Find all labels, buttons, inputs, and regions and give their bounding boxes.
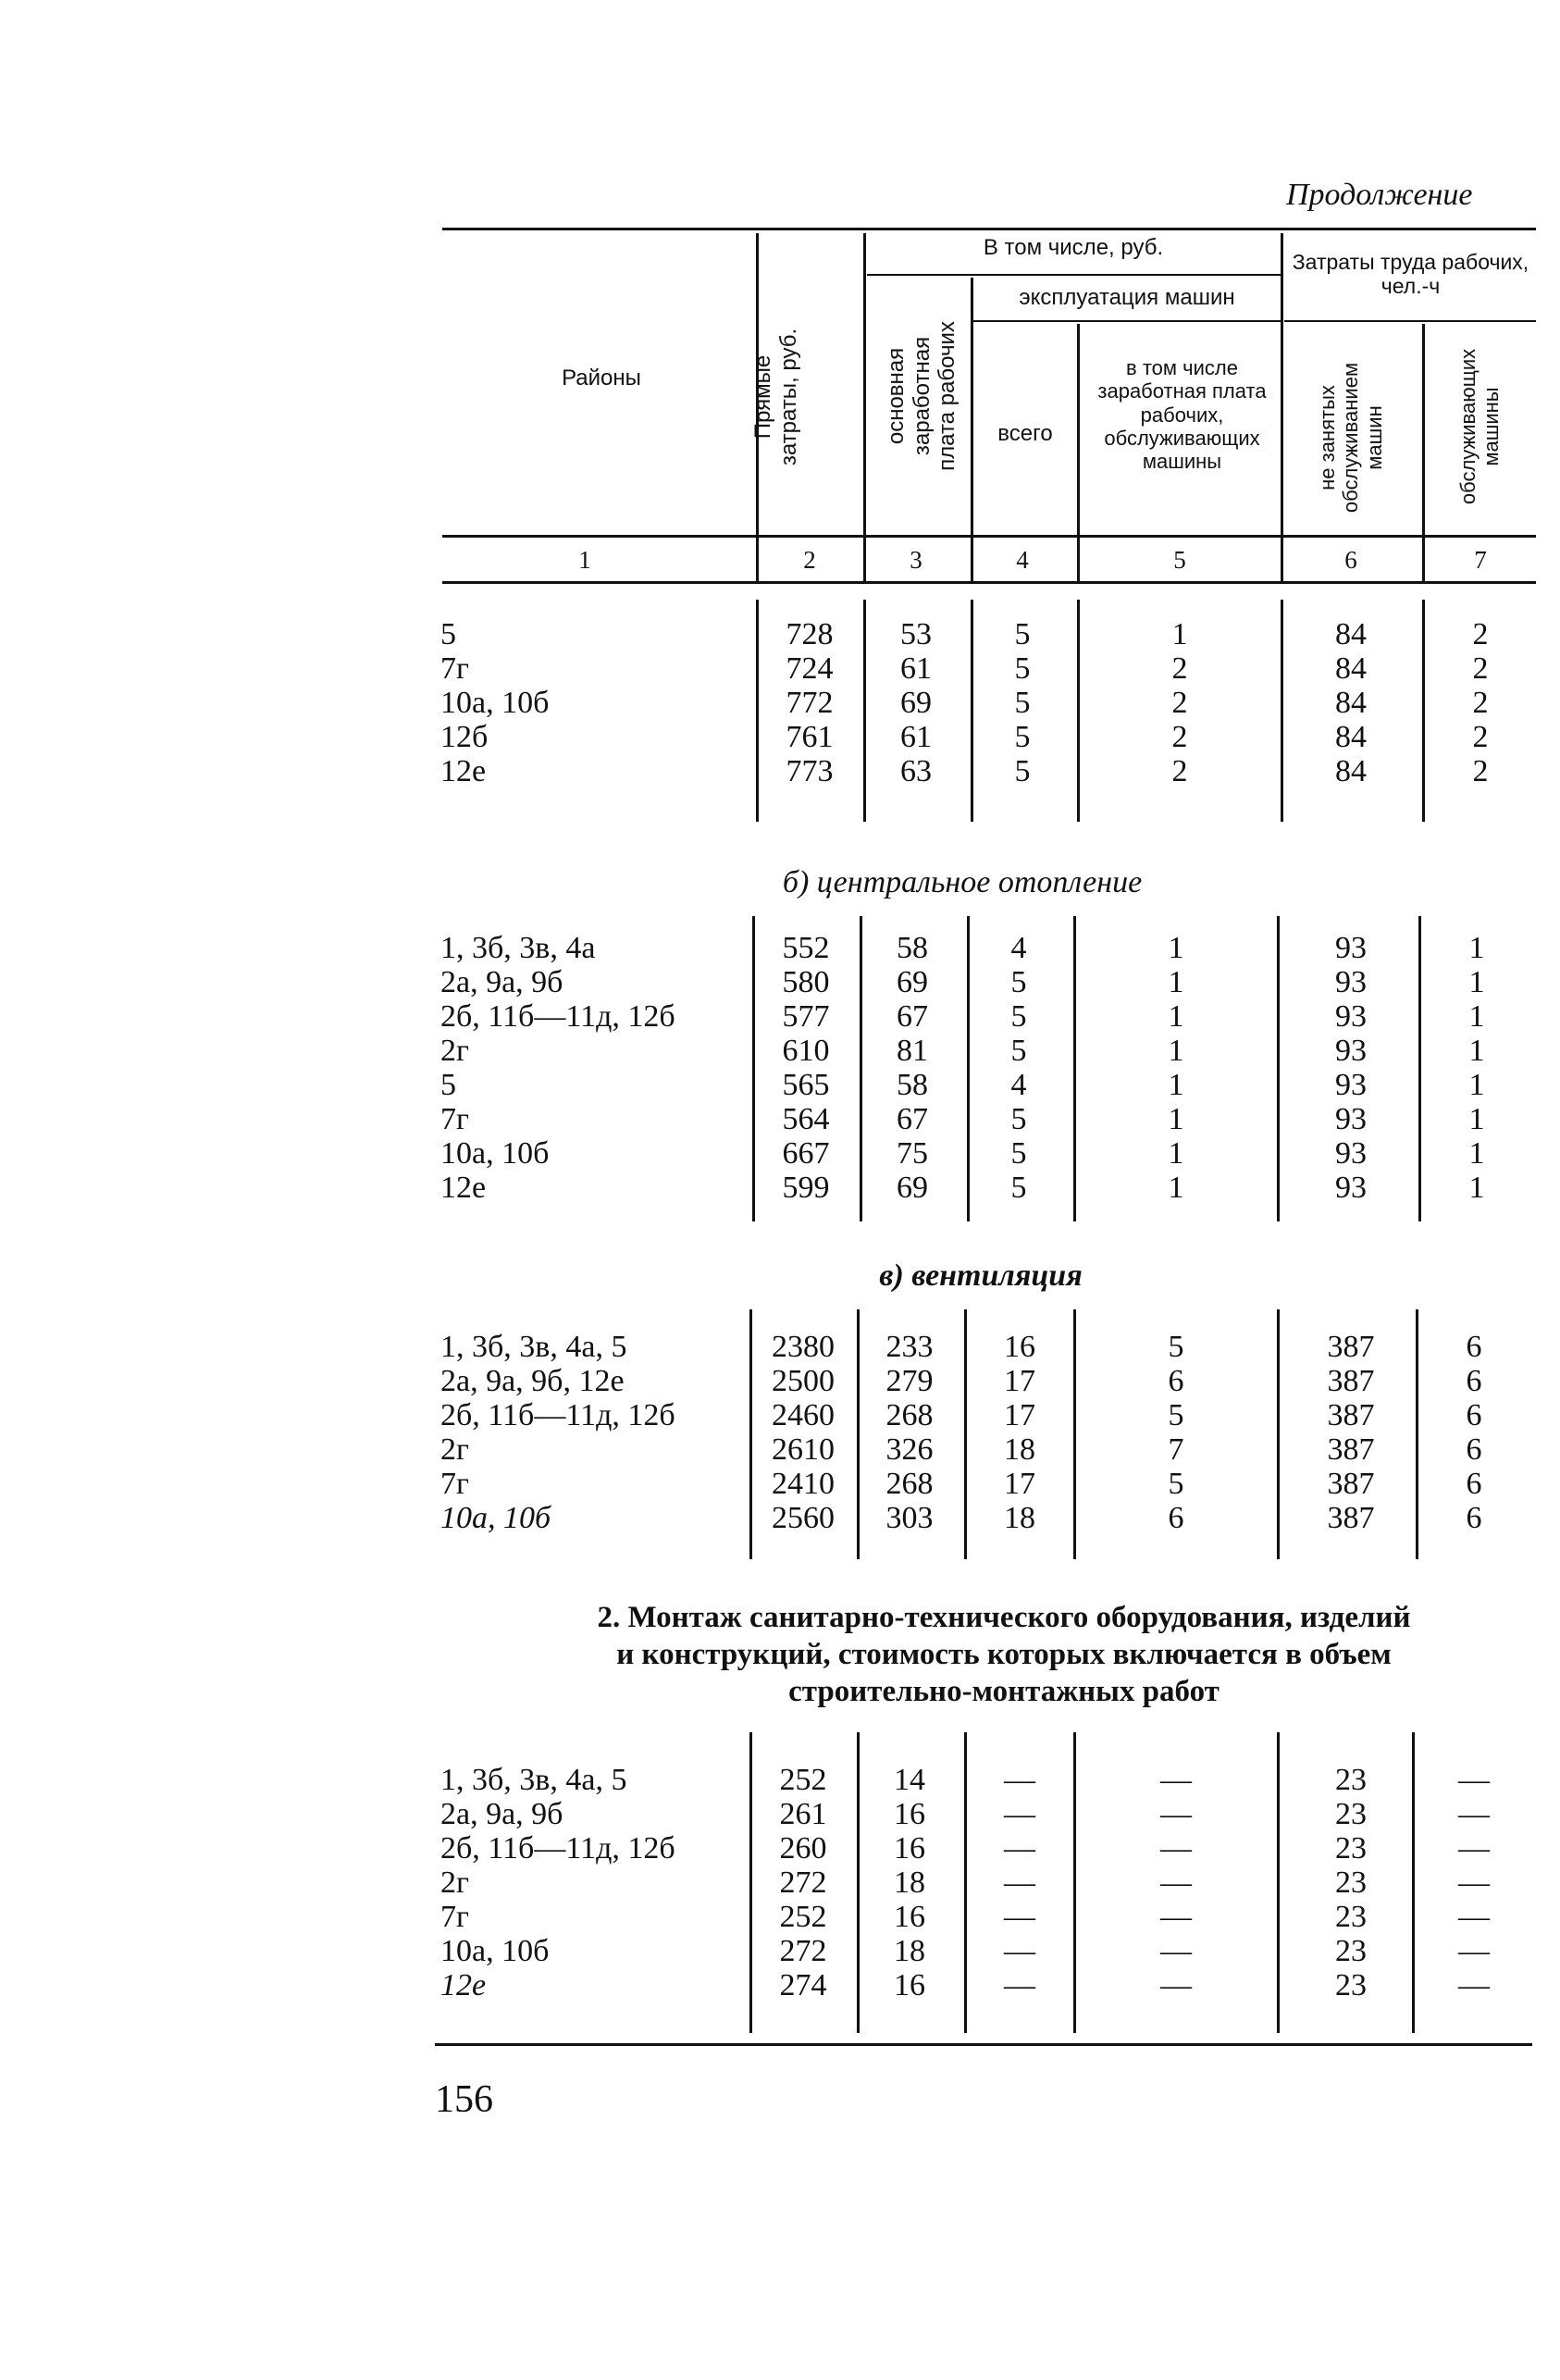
header-machine-servicing: обслуживающих машины	[1456, 348, 1504, 505]
colnum-2: 2	[803, 546, 816, 574]
cell: 84	[1335, 651, 1367, 686]
table-row	[0, 1136, 1560, 1171]
cell: 387	[1327, 1467, 1375, 1501]
region-cell: 2б, 11б—11д, 12б	[440, 999, 675, 1034]
cell: 387	[1327, 1432, 1375, 1467]
table-row	[0, 1068, 1560, 1102]
cell: —	[1004, 1831, 1035, 1866]
cell: 5	[1168, 1398, 1184, 1432]
region-cell: 10а, 10б	[440, 1501, 551, 1535]
cell: 2	[1472, 686, 1489, 720]
cell: 1	[1168, 1136, 1184, 1171]
cell: 580	[782, 965, 830, 999]
cell: —	[1458, 1866, 1490, 1900]
cell: 23	[1335, 1763, 1367, 1797]
cell: 5	[1168, 1467, 1184, 1501]
table-row	[0, 1330, 1560, 1364]
cell: 279	[885, 1364, 934, 1398]
table-row	[0, 1831, 1560, 1866]
region-cell: 7г	[440, 1900, 469, 1934]
cell: 2410	[772, 1467, 835, 1501]
cell: —	[1004, 1763, 1035, 1797]
cell: 564	[782, 1102, 830, 1136]
cell: 93	[1335, 1034, 1367, 1068]
cell: 17	[1004, 1467, 1035, 1501]
table-row	[0, 931, 1560, 965]
cell: 5	[1168, 1330, 1184, 1364]
cell: 387	[1327, 1330, 1375, 1364]
cell: 272	[779, 1934, 827, 1968]
region-cell: 12е	[440, 754, 487, 788]
cell: 6	[1466, 1432, 1482, 1467]
rule-under-machines	[973, 320, 1281, 322]
region-cell: 2г	[440, 1432, 469, 1467]
cell: 252	[779, 1763, 827, 1797]
hdr-vline-5	[1281, 233, 1283, 581]
region-cell: 7г	[440, 651, 469, 686]
colnum-5: 5	[1173, 546, 1186, 574]
cell: 233	[885, 1330, 934, 1364]
region-cell: 2а, 9а, 9б	[440, 1797, 563, 1831]
cell: 552	[782, 931, 830, 965]
cell: —	[1458, 1934, 1490, 1968]
section-2-title-line2: и конструкций, стоимость которых включается в объем	[616, 1638, 1392, 1671]
cell: 1	[1168, 999, 1184, 1034]
cell: 81	[897, 1034, 928, 1068]
cell: 1	[1468, 1171, 1485, 1205]
cell: 93	[1335, 1068, 1367, 1102]
cell: 728	[786, 617, 834, 651]
region-cell: 1, 3б, 3в, 4а, 5	[440, 1763, 627, 1797]
cell: 2	[1472, 651, 1489, 686]
cell: 2	[1171, 686, 1188, 720]
region-cell: 10а, 10б	[440, 1934, 550, 1968]
region-cell: 5	[440, 617, 456, 651]
hdr-vline-6	[1422, 324, 1425, 581]
cell: 7	[1168, 1432, 1184, 1467]
section-b-title: б) центральное отопление	[782, 865, 1143, 899]
cell: 18	[1004, 1432, 1035, 1467]
cell: 93	[1335, 965, 1367, 999]
cell: 58	[897, 1068, 928, 1102]
cell: 577	[782, 999, 830, 1034]
cell: 17	[1004, 1364, 1035, 1398]
header-incl-wage: в том числе заработная плата рабочих, обслуживающих машины	[1097, 356, 1267, 474]
cell: 667	[782, 1136, 830, 1171]
cell: 1	[1468, 1068, 1485, 1102]
cell: 2	[1171, 754, 1188, 788]
table-row	[0, 1797, 1560, 1831]
cell: 93	[1335, 931, 1367, 965]
cell: 773	[786, 754, 834, 788]
cell: 268	[885, 1398, 934, 1432]
cell: 2	[1472, 617, 1489, 651]
cell: 23	[1335, 1968, 1367, 2002]
cell: 6	[1168, 1501, 1184, 1535]
cell: 93	[1335, 1171, 1367, 1205]
table-row	[0, 1900, 1560, 1934]
cell: 93	[1335, 999, 1367, 1034]
cell: 2	[1472, 720, 1489, 754]
cell: 5	[1010, 1102, 1027, 1136]
colnum-4: 4	[1016, 546, 1029, 574]
cell: 4	[1010, 931, 1027, 965]
cell: 5	[1014, 617, 1031, 651]
header-labor-costs: Затраты труда рабочих, чел.-ч	[1292, 250, 1529, 299]
cell: 1	[1168, 1034, 1184, 1068]
cell: 761	[786, 720, 834, 754]
cell: 268	[885, 1467, 934, 1501]
cell: 6	[1466, 1501, 1482, 1535]
cell: 23	[1335, 1831, 1367, 1866]
cell: 1	[1468, 965, 1485, 999]
cell: 1	[1168, 1102, 1184, 1136]
hdr-vline-2	[863, 233, 866, 581]
cell: 16	[894, 1900, 925, 1934]
cell: 23	[1335, 1866, 1367, 1900]
region-cell: 2г	[440, 1866, 469, 1900]
cell: 1	[1468, 1136, 1485, 1171]
header-machine-operation: эксплуатация машин	[1019, 285, 1235, 310]
cell: 67	[897, 999, 928, 1034]
table-row	[0, 1398, 1560, 1432]
cell: 387	[1327, 1398, 1375, 1432]
table-row	[0, 1763, 1560, 1797]
cell: 2500	[772, 1364, 835, 1398]
cell: —	[1458, 1763, 1490, 1797]
cell: 6	[1466, 1364, 1482, 1398]
cell: 5	[1010, 1171, 1027, 1205]
table-bottom-rule	[435, 2043, 1532, 2046]
cell: 84	[1335, 754, 1367, 788]
header-including-rub: В том числе, руб.	[983, 235, 1164, 260]
table-row	[0, 1467, 1560, 1501]
cell: 61	[900, 720, 932, 754]
region-cell: 7г	[440, 1102, 469, 1136]
cell: 14	[894, 1763, 925, 1797]
cell: 18	[894, 1934, 925, 1968]
region-cell: 10а, 10б	[440, 1136, 550, 1171]
cell: 1	[1468, 931, 1485, 965]
header-top-rule	[442, 228, 1536, 230]
cell: 599	[782, 1171, 830, 1205]
section-2-title-line3: строительно-монтажных работ	[788, 1675, 1220, 1708]
cell: 93	[1335, 1102, 1367, 1136]
cell: 5	[1014, 651, 1031, 686]
cell: 5	[1014, 720, 1031, 754]
cell: 75	[897, 1136, 928, 1171]
header-total: всего	[997, 421, 1053, 446]
cell: —	[1160, 1831, 1192, 1866]
cell: 69	[900, 686, 932, 720]
cell: 84	[1335, 617, 1367, 651]
cell: 84	[1335, 686, 1367, 720]
region-cell: 5	[440, 1068, 456, 1102]
cell: —	[1458, 1900, 1490, 1934]
cell: 260	[779, 1831, 827, 1866]
cell: —	[1458, 1797, 1490, 1831]
cell: 23	[1335, 1934, 1367, 1968]
cell: 1	[1168, 1068, 1184, 1102]
cell: 1	[1168, 1171, 1184, 1205]
region-cell: 12б	[440, 720, 489, 754]
table-row	[0, 617, 1560, 651]
cell: 2	[1472, 754, 1489, 788]
cell: 565	[782, 1068, 830, 1102]
section-c-title: в) вентиляция	[879, 1258, 1083, 1293]
region-cell: 12е	[440, 1171, 487, 1205]
colnum-1: 1	[578, 546, 591, 574]
cell: —	[1458, 1831, 1490, 1866]
cell: 6	[1168, 1364, 1184, 1398]
cell: 18	[1004, 1501, 1035, 1535]
colnum-3: 3	[910, 546, 922, 574]
cell: 5	[1014, 686, 1031, 720]
cell: —	[1458, 1968, 1490, 2002]
cell: 303	[885, 1501, 934, 1535]
cell: 16	[1004, 1330, 1035, 1364]
header-direct-costs: Прямые затраты, руб.	[750, 328, 801, 466]
table-row	[0, 965, 1560, 999]
cell: 2610	[772, 1432, 835, 1467]
header-bottom-rule	[442, 535, 1536, 538]
table-row	[0, 999, 1560, 1034]
cell: 16	[894, 1968, 925, 2002]
cell: —	[1160, 1968, 1192, 2002]
table-row	[0, 1171, 1560, 1205]
hdr-vline-4	[1077, 324, 1080, 581]
cell: 5	[1010, 1034, 1027, 1068]
cell: 326	[885, 1432, 934, 1467]
cell: 2	[1171, 720, 1188, 754]
cell: 2460	[772, 1398, 835, 1432]
cell: —	[1160, 1866, 1192, 1900]
cell: 387	[1327, 1364, 1375, 1398]
cell: —	[1004, 1866, 1035, 1900]
cell: 69	[897, 965, 928, 999]
cell: 67	[897, 1102, 928, 1136]
region-cell: 2г	[440, 1034, 469, 1068]
cell: —	[1004, 1900, 1035, 1934]
table-row	[0, 1934, 1560, 1968]
cell: 16	[894, 1797, 925, 1831]
cell: —	[1160, 1934, 1192, 1968]
cell: 61	[900, 651, 932, 686]
cell: 23	[1335, 1900, 1367, 1934]
cell: 84	[1335, 720, 1367, 754]
page-number: 156	[435, 2078, 493, 2121]
header-regions: Районы	[562, 366, 641, 390]
table-row	[0, 1102, 1560, 1136]
cell: 261	[779, 1797, 827, 1831]
cell: 6	[1466, 1398, 1482, 1432]
cell: —	[1160, 1900, 1192, 1934]
table-row	[0, 1364, 1560, 1398]
cell: 2	[1171, 651, 1188, 686]
table-row	[0, 1968, 1560, 2002]
cell: —	[1004, 1968, 1035, 2002]
cell: 1	[1468, 1034, 1485, 1068]
table-row	[0, 720, 1560, 754]
continuation-label: Продолжение	[1286, 178, 1473, 212]
colnum-7: 7	[1474, 546, 1487, 574]
cell: —	[1004, 1934, 1035, 1968]
cell: 4	[1010, 1068, 1027, 1102]
cell: 53	[900, 617, 932, 651]
cell: 2560	[772, 1501, 835, 1535]
region-cell: 2б, 11б—11д, 12б	[440, 1831, 675, 1866]
table-row	[0, 651, 1560, 686]
cell: 272	[779, 1866, 827, 1900]
cell: 1	[1168, 965, 1184, 999]
cell: 17	[1004, 1398, 1035, 1432]
region-cell: 1, 3б, 3в, 4а	[440, 931, 596, 965]
cell: 772	[786, 686, 834, 720]
cell: 2380	[772, 1330, 835, 1364]
cell: 1	[1168, 931, 1184, 965]
cell: 724	[786, 651, 834, 686]
region-cell: 12е	[440, 1968, 487, 2002]
region-cell: 10а, 10б	[440, 686, 550, 720]
cell: 5	[1010, 965, 1027, 999]
cell: 63	[900, 754, 932, 788]
cell: 5	[1010, 1136, 1027, 1171]
cell: 1	[1171, 617, 1188, 651]
header-not-machine: не занятых обслуживанием машин	[1316, 362, 1386, 514]
table-row	[0, 1432, 1560, 1467]
region-cell: 2а, 9а, 9б, 12е	[440, 1364, 625, 1398]
cell: 5	[1014, 754, 1031, 788]
table-row	[0, 1866, 1560, 1900]
header-base-wage: основная заработная плата рабочих	[884, 321, 960, 471]
colnum-6: 6	[1344, 546, 1357, 574]
cell: 6	[1466, 1330, 1482, 1364]
cell: 18	[894, 1866, 925, 1900]
region-cell: 2б, 11б—11д, 12б	[440, 1398, 675, 1432]
cell: 5	[1010, 999, 1027, 1034]
rule-under-labor	[1284, 320, 1536, 322]
cell: 58	[897, 931, 928, 965]
cell: 1	[1468, 999, 1485, 1034]
region-cell: 2а, 9а, 9б	[440, 965, 563, 999]
cell: —	[1160, 1763, 1192, 1797]
cell: 6	[1466, 1467, 1482, 1501]
section-2-title-line1: 2. Монтаж санитарно-технического оборудования, изделий	[597, 1601, 1411, 1634]
colnum-bottom-rule	[442, 581, 1536, 584]
cell: 69	[897, 1171, 928, 1205]
region-cell: 7г	[440, 1467, 469, 1501]
cell: 1	[1468, 1102, 1485, 1136]
cell: 274	[779, 1968, 827, 2002]
cell: 23	[1335, 1797, 1367, 1831]
region-cell: 1, 3б, 3в, 4а, 5	[440, 1330, 627, 1364]
cell: 387	[1327, 1501, 1375, 1535]
cell: —	[1160, 1797, 1192, 1831]
table-row	[0, 686, 1560, 720]
table-row	[0, 1034, 1560, 1068]
rule-under-including	[867, 274, 1281, 276]
table-row	[0, 754, 1560, 788]
cell: 16	[894, 1831, 925, 1866]
table-row	[0, 1501, 1560, 1535]
cell: 610	[782, 1034, 830, 1068]
cell: —	[1004, 1797, 1035, 1831]
cell: 252	[779, 1900, 827, 1934]
cell: 93	[1335, 1136, 1367, 1171]
